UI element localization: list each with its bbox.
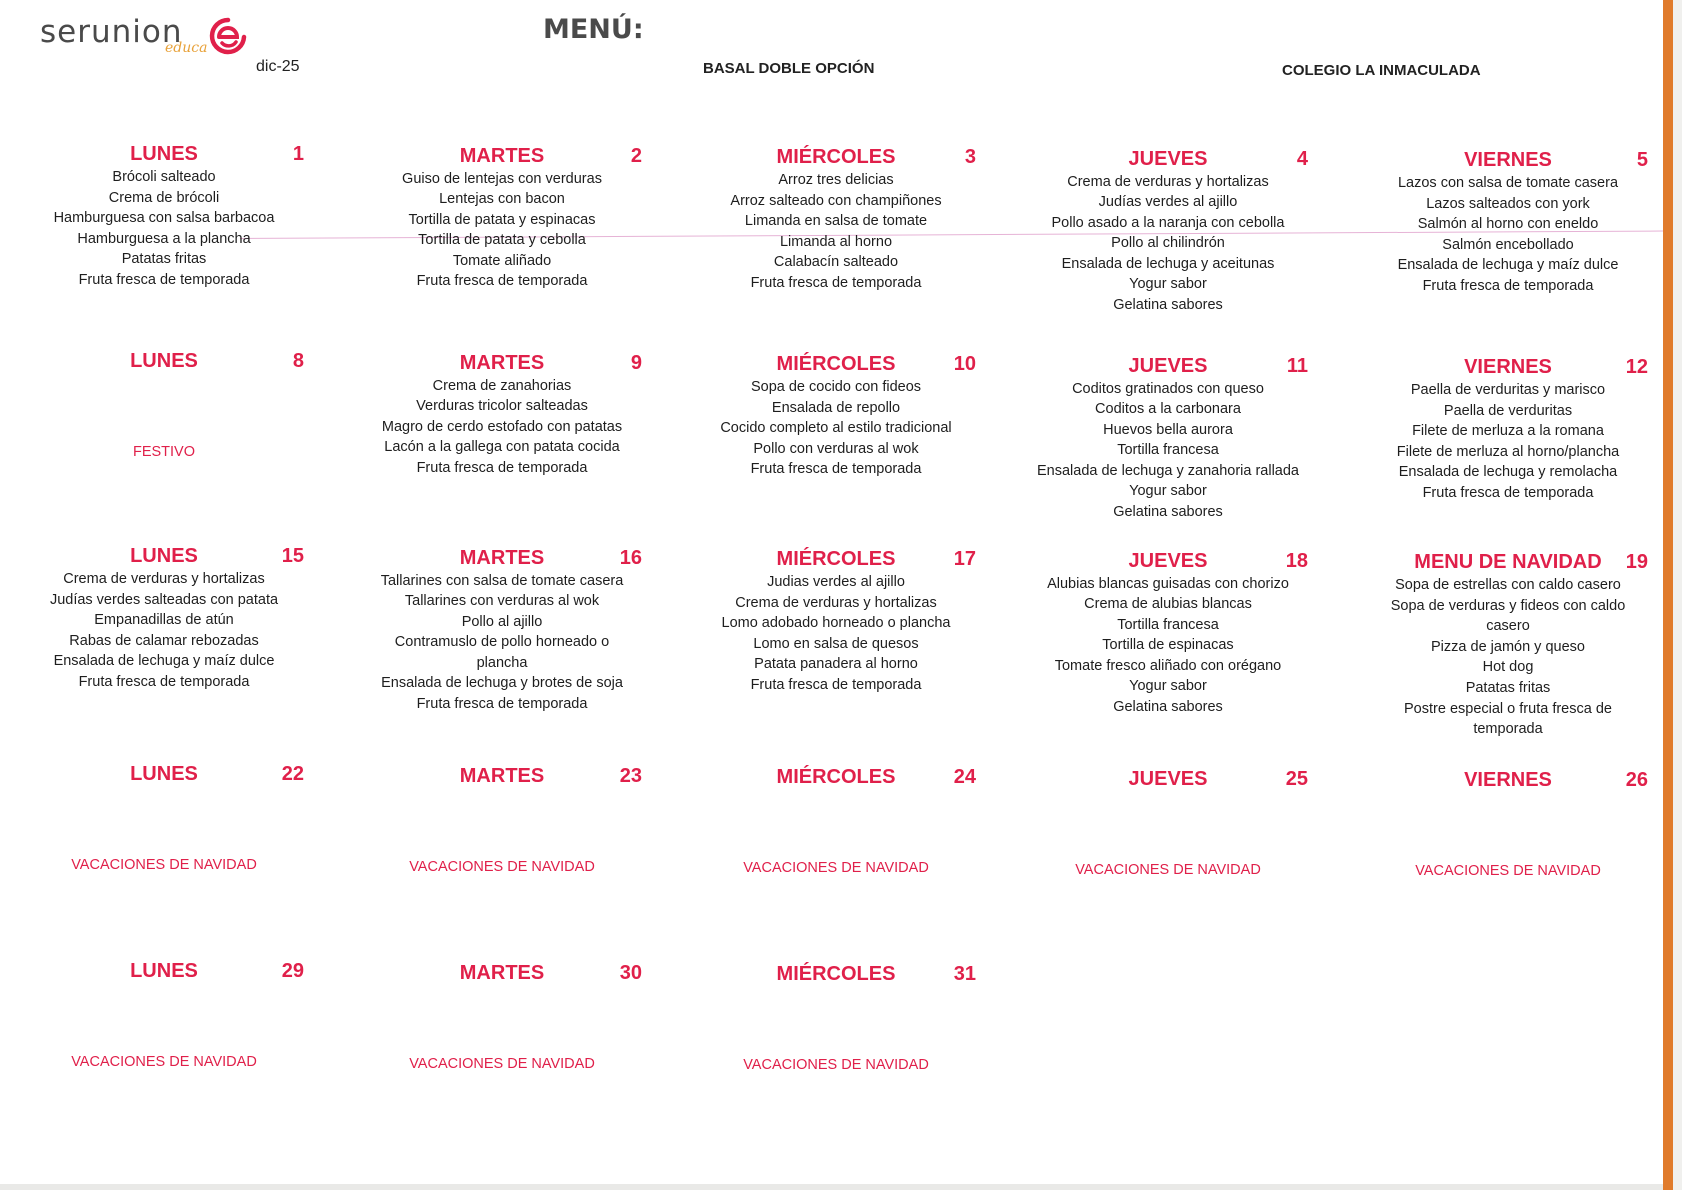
- day-header: [352, 350, 652, 376]
- plan-label: BASAL DOBLE OPCIÓN: [703, 60, 875, 77]
- logo-sub: educa: [165, 40, 208, 56]
- day-number: 15: [281, 545, 304, 567]
- day-header: [1358, 767, 1658, 793]
- dish-item: Yogur sabor: [1129, 276, 1207, 293]
- dish-item: Arroz tres delicias: [778, 172, 894, 188]
- dish-item: Judias verdes al ajillo: [767, 574, 905, 590]
- dish-list: [14, 569, 314, 693]
- day-cell: [686, 961, 986, 1073]
- day-cell: [14, 543, 314, 693]
- day-header: [352, 763, 652, 789]
- dish-item: Pollo con verduras al wok: [753, 440, 919, 457]
- dish-list: [352, 169, 652, 293]
- dish-item: Empanadillas de atún: [94, 612, 234, 629]
- day-header: [1358, 549, 1658, 575]
- day-header: [14, 543, 314, 569]
- day-number: 23: [619, 764, 642, 787]
- dish-item: Fruta fresca de temporada: [750, 676, 922, 693]
- day-name: MIÉRCOLES: [776, 766, 896, 788]
- day-name: LUNES: [130, 143, 198, 165]
- dish-item: Lomo en salsa de quesos: [753, 635, 919, 652]
- day-cell: [1358, 147, 1658, 297]
- day-name: MIÉRCOLES: [776, 353, 896, 375]
- day-note: VACACIONES DE NAVIDAD: [1415, 863, 1601, 879]
- day-note: VACACIONES DE NAVIDAD: [409, 1055, 595, 1072]
- day-name: JUEVES: [1128, 354, 1208, 377]
- day-cell: [14, 958, 314, 1070]
- day-name: LUNES: [130, 545, 198, 567]
- dish-item: Filete de merluza al horno/plancha: [1396, 443, 1620, 460]
- dish-item: Contramuslo de pollo horneado o: [394, 634, 610, 651]
- dish-item: Crema de verduras y hortalizas: [735, 594, 937, 611]
- dish-item: Patatas fritas: [1465, 679, 1551, 696]
- day-header: [1018, 146, 1318, 172]
- day-name: LUNES: [130, 960, 198, 982]
- dish-item: Fruta fresca de temporada: [1422, 484, 1594, 501]
- dish-item: Hamburguesa con salsa barbacoa: [53, 210, 275, 227]
- dish-item: Yogur sabor: [1129, 483, 1207, 500]
- day-cell: [1018, 353, 1318, 523]
- day-number: 16: [619, 546, 642, 569]
- day-header: [14, 958, 314, 984]
- dish-item: Paella de verduritas: [1443, 402, 1573, 419]
- dish-list: [1358, 173, 1658, 297]
- dish-item: Judías verdes al ajillo: [1098, 194, 1238, 211]
- day-number: 9: [630, 351, 642, 374]
- page-edge-bottom: [0, 1184, 1663, 1190]
- day-number: 12: [1625, 356, 1648, 378]
- day-number: 31: [953, 963, 976, 985]
- day-number: 17: [953, 548, 976, 570]
- day-cell: [352, 350, 652, 479]
- page-edge-gray: [1673, 0, 1682, 1190]
- day-cell: [352, 545, 652, 715]
- dish-item: Pollo asado a la naranja con cebolla: [1051, 214, 1285, 231]
- day-name: MARTES: [459, 764, 545, 787]
- dish-list: [1358, 575, 1658, 740]
- dish-item: Gelatina sabores: [1113, 297, 1223, 314]
- dish-item: Tortilla de espinacas: [1102, 637, 1234, 654]
- dish-item: Lentejas con bacon: [439, 191, 565, 208]
- day-cell: [686, 764, 986, 876]
- day-number: 29: [281, 960, 304, 982]
- dish-item: Lazos salteados con york: [1426, 195, 1590, 212]
- day-cell: [1358, 354, 1658, 504]
- dish-item: Fruta fresca de temporada: [750, 274, 922, 291]
- day-cell: [14, 348, 314, 460]
- dish-item: Arroz salteado con champiñones: [730, 192, 942, 209]
- dish-item: Fruta fresca de temporada: [750, 461, 922, 478]
- dish-item: Rabas de calamar rebozadas: [69, 632, 259, 649]
- dish-item: Limanda en salsa de tomate: [744, 213, 928, 230]
- month-label: dic-25: [256, 58, 300, 75]
- day-name: MARTES: [459, 546, 545, 569]
- day-number: 18: [1285, 549, 1308, 572]
- logo-swirl-icon: [208, 16, 248, 56]
- day-name: VIERNES: [1464, 149, 1552, 171]
- dish-item: Tallarines con verduras al wok: [404, 593, 600, 610]
- dish-item: Limanda al horno: [779, 233, 893, 250]
- dish-item: Guiso de lentejas con verduras: [402, 170, 602, 187]
- dish-item: Pizza de jamón y queso: [1431, 638, 1585, 655]
- day-name: VIERNES: [1464, 356, 1552, 378]
- dish-item: Salmón al horno con eneldo: [1417, 216, 1599, 233]
- day-cell: [352, 763, 652, 875]
- day-cell: [1018, 146, 1318, 316]
- day-name: JUEVES: [1128, 549, 1208, 572]
- day-number: 8: [292, 350, 304, 372]
- dish-item: Hot dog: [1482, 659, 1534, 676]
- dish-item: Tortilla de patata y cebolla: [418, 232, 586, 249]
- dish-item: Cocido completo al estilo tradicional: [720, 420, 952, 437]
- day-header: [1018, 548, 1318, 574]
- day-number: 1: [292, 143, 304, 165]
- day-cell: [14, 761, 314, 873]
- day-number: 11: [1286, 354, 1308, 377]
- dish-list: [686, 170, 986, 294]
- day-cell: [1018, 766, 1318, 878]
- dish-list: [1358, 380, 1658, 504]
- day-cell: [686, 144, 986, 294]
- dish-item: Fruta fresca de temporada: [78, 673, 250, 690]
- day-cell: [14, 141, 314, 291]
- dish-item: Fruta fresca de temporada: [78, 271, 250, 288]
- dish-list: [686, 377, 986, 480]
- school-name: COLEGIO LA INMACULADA: [1282, 62, 1481, 79]
- day-name: MIÉRCOLES: [776, 548, 896, 570]
- dish-item: Ensalada de lechuga y brotes de soja: [381, 675, 623, 692]
- dish-item: Judías verdes salteadas con patata: [49, 591, 279, 608]
- dish-item: Coditos a la carbonara: [1095, 401, 1241, 418]
- day-header: [352, 960, 652, 986]
- day-number: 30: [619, 961, 642, 984]
- menu-title: MENÚ:: [543, 14, 644, 45]
- dish-item: Ensalada de lechuga y aceitunas: [1061, 255, 1275, 272]
- dish-item: Alubias blancas guisadas con chorizo: [1047, 575, 1289, 592]
- dish-item: Patatas fritas: [121, 251, 207, 268]
- day-cell: [1358, 767, 1658, 879]
- dish-item: Tallarines con salsa de tomate casera: [380, 572, 624, 589]
- dish-item: Magro de cerdo estofado con patatas: [381, 418, 623, 435]
- dish-list: [1018, 379, 1318, 523]
- day-note: FESTIVO: [132, 444, 196, 460]
- dish-item: Coditos gratinados con queso: [1072, 380, 1264, 397]
- dish-item: Crema de brócoli: [108, 189, 220, 206]
- dish-item: Pollo al chilindrón: [1111, 235, 1225, 252]
- dish-item: Tomate aliñado: [452, 252, 552, 269]
- dish-list: [1018, 172, 1318, 316]
- dish-item: Hamburguesa a la plancha: [77, 230, 251, 247]
- dish-item: Salmón encebollado: [1442, 236, 1574, 253]
- dish-item: Fruta fresca de temporada: [416, 273, 588, 290]
- day-number: 26: [1625, 769, 1648, 791]
- day-note: VACACIONES DE NAVIDAD: [743, 860, 929, 876]
- dish-item: Tortilla francesa: [1117, 616, 1219, 633]
- dish-item: Tomate fresco aliñado con orégano: [1054, 657, 1282, 674]
- dish-item: Gelatina sabores: [1113, 504, 1223, 521]
- logo-text: serunion: [40, 14, 183, 50]
- dish-item: Crema de zanahorias: [432, 377, 572, 394]
- day-name: JUEVES: [1128, 767, 1208, 790]
- dish-item: plancha: [476, 654, 528, 671]
- day-cell: [1018, 548, 1318, 718]
- day-number: 19: [1625, 551, 1648, 573]
- day-number: 25: [1285, 767, 1308, 790]
- dish-item: Sopa de verduras y fideos con caldo: [1390, 597, 1626, 614]
- day-note: VACACIONES DE NAVIDAD: [743, 1057, 929, 1073]
- serunion-logo: [40, 10, 270, 62]
- day-note: VACACIONES DE NAVIDAD: [71, 857, 257, 873]
- day-header: [1358, 354, 1658, 380]
- dish-item: Lacón a la gallega con patata cocida: [384, 439, 620, 456]
- day-note: VACACIONES DE NAVIDAD: [1075, 861, 1261, 878]
- day-number: 4: [1296, 147, 1308, 170]
- dish-item: Lomo adobado horneado o plancha: [721, 615, 951, 632]
- dish-item: Sopa de estrellas con caldo casero: [1395, 577, 1621, 593]
- dish-item: Yogur sabor: [1129, 678, 1207, 695]
- day-number: 3: [964, 146, 976, 168]
- day-header: [352, 545, 652, 571]
- day-name: VIERNES: [1464, 769, 1552, 791]
- dish-item: Crema de verduras y hortalizas: [63, 571, 265, 587]
- dish-item: Tortilla francesa: [1117, 442, 1219, 459]
- day-note: VACACIONES DE NAVIDAD: [71, 1054, 257, 1070]
- dish-list: [686, 572, 986, 696]
- day-header: [1018, 353, 1318, 379]
- day-header: [686, 961, 986, 987]
- day-header: [686, 546, 986, 572]
- dish-item: Brócoli salteado: [112, 169, 216, 185]
- day-header: [686, 144, 986, 170]
- day-cell: [1358, 549, 1658, 740]
- day-name: MARTES: [459, 144, 545, 167]
- day-name: MIÉRCOLES: [776, 963, 896, 985]
- dish-item: Filete de merluza a la romana: [1412, 423, 1604, 440]
- dish-item: Ensalada de lechuga y remolacha: [1398, 464, 1618, 481]
- day-header: [352, 143, 652, 169]
- day-cell: [352, 960, 652, 1072]
- dish-item: Fruta fresca de temporada: [416, 459, 588, 476]
- day-header: [14, 141, 314, 167]
- day-cell: [686, 351, 986, 480]
- dish-item: Ensalada de lechuga y maíz dulce: [53, 653, 275, 670]
- dish-item: Calabacín salteado: [773, 254, 899, 271]
- dish-item: Ensalada de lechuga y maíz dulce: [1397, 257, 1619, 274]
- dish-item: Pollo al ajillo: [461, 613, 543, 630]
- day-cell: [352, 143, 652, 293]
- dish-item: Tortilla de patata y espinacas: [408, 211, 596, 228]
- day-header: [1358, 147, 1658, 173]
- dish-item: casero: [1486, 618, 1530, 635]
- day-number: 5: [1636, 149, 1648, 171]
- day-name: MARTES: [459, 961, 545, 984]
- day-note: VACACIONES DE NAVIDAD: [409, 858, 595, 875]
- dish-item: Sopa de cocido con fideos: [750, 379, 922, 395]
- dish-item: Postre especial o fruta fresca de: [1404, 700, 1612, 717]
- day-header: [686, 351, 986, 377]
- day-number: 22: [281, 763, 304, 785]
- day-header: [1018, 766, 1318, 792]
- dish-item: Ensalada de repollo: [771, 399, 901, 416]
- dish-item: Crema de alubias blancas: [1084, 596, 1252, 613]
- dish-item: Crema de verduras y hortalizas: [1067, 173, 1269, 190]
- dish-item: temporada: [1473, 721, 1543, 738]
- day-number: 24: [953, 766, 976, 788]
- dish-item: Paella de verduritas y marisco: [1410, 382, 1606, 398]
- day-number: 2: [630, 144, 642, 167]
- day-cell: [686, 546, 986, 696]
- dish-item: Gelatina sabores: [1113, 699, 1223, 716]
- day-name: JUEVES: [1128, 147, 1208, 170]
- day-header: [14, 761, 314, 787]
- dish-item: Ensalada de lechuga y zanahoria rallada: [1037, 462, 1299, 479]
- day-name: LUNES: [130, 763, 198, 785]
- dish-item: Fruta fresca de temporada: [416, 696, 588, 713]
- dish-item: Verduras tricolor salteadas: [416, 398, 588, 415]
- dish-list: [352, 376, 652, 479]
- page-edge-orange: [1663, 0, 1673, 1190]
- dish-list: [14, 167, 314, 291]
- day-name: MENU DE NAVIDAD: [1414, 551, 1602, 573]
- day-name: LUNES: [130, 350, 198, 372]
- dish-item: Huevos bella aurora: [1103, 421, 1233, 438]
- day-number: 10: [953, 353, 976, 375]
- dish-list: [1018, 574, 1318, 718]
- dish-item: Lazos con salsa de tomate casera: [1397, 175, 1619, 191]
- dish-list: [352, 571, 652, 715]
- day-header: [14, 348, 314, 374]
- day-header: [686, 764, 986, 790]
- day-name: MARTES: [459, 351, 545, 374]
- dish-item: Patata panadera al horno: [754, 656, 918, 673]
- day-name: MIÉRCOLES: [776, 146, 896, 168]
- dish-item: Fruta fresca de temporada: [1422, 277, 1594, 294]
